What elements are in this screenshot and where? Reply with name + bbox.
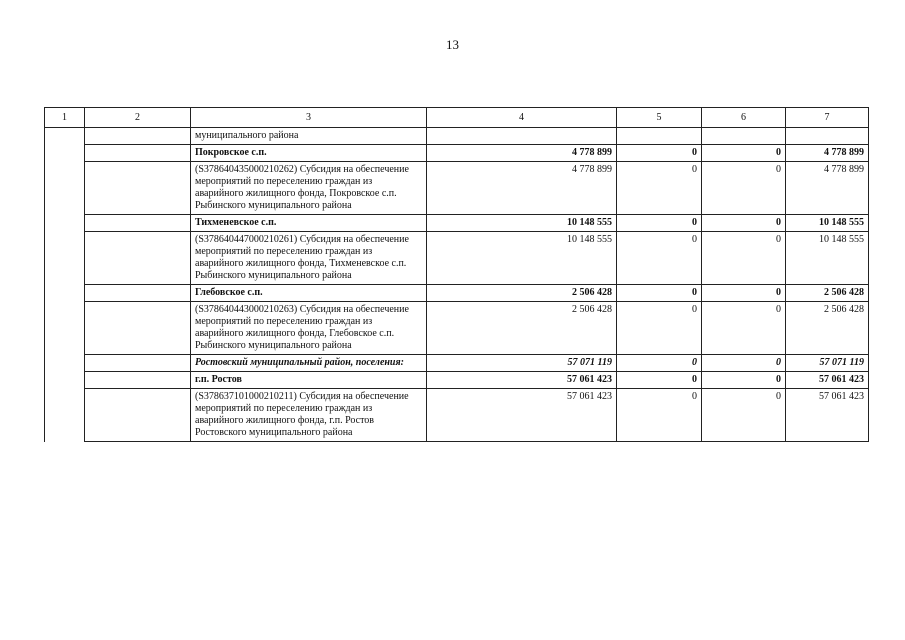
cell-amount: 0	[702, 162, 786, 215]
cell-amount: 0	[702, 215, 786, 232]
table-row	[45, 355, 869, 372]
cell-col2	[85, 128, 191, 145]
cell-amount	[427, 128, 617, 145]
table-row	[45, 232, 869, 285]
cell-col1	[45, 145, 85, 162]
cell-amount: 57 061 423	[786, 372, 869, 389]
cell-amount: 0	[617, 215, 702, 232]
cell-description: Тихменевское с.п.	[191, 215, 427, 232]
cell-col2	[85, 162, 191, 215]
cell-col1	[45, 128, 85, 145]
cell-amount: 10 148 555	[427, 215, 617, 232]
cell-description: г.п. Ростов	[191, 372, 427, 389]
cell-amount	[617, 128, 702, 145]
table-row	[45, 162, 869, 215]
cell-amount: 0	[617, 389, 702, 442]
cell-amount: 0	[702, 389, 786, 442]
cell-col2	[85, 355, 191, 372]
cell-amount: 10 148 555	[786, 232, 869, 285]
cell-amount: 0	[702, 232, 786, 285]
page-number: 13	[446, 37, 459, 52]
cell-amount: 0	[702, 145, 786, 162]
cell-col1	[45, 162, 85, 215]
cell-amount: 2 506 428	[427, 302, 617, 355]
table-row	[45, 145, 869, 162]
cell-amount: 57 071 119	[786, 355, 869, 372]
cell-amount: 0	[702, 302, 786, 355]
cell-col2	[85, 232, 191, 285]
cell-amount: 57 061 423	[786, 389, 869, 442]
cell-amount: 57 071 119	[427, 355, 617, 372]
cell-amount: 0	[617, 162, 702, 215]
cell-amount: 0	[617, 145, 702, 162]
cell-amount: 2 506 428	[786, 302, 869, 355]
cell-col1	[45, 285, 85, 302]
cell-description: Ростовский муниципальный район, поселения:	[191, 355, 427, 372]
column-header: 6	[702, 108, 786, 128]
cell-amount: 0	[702, 372, 786, 389]
cell-amount: 4 778 899	[786, 162, 869, 215]
cell-description: (S378640435000210262) Субсидия на обеспечение мероприятий по переселению граждан из аварийного жилищного фонда, Покровское с.п. Рыбинского муниципального района	[191, 162, 427, 215]
cell-amount: 4 778 899	[427, 162, 617, 215]
cell-description: Глебовское с.п.	[191, 285, 427, 302]
cell-description: (S378640443000210263) Субсидия на обеспечение мероприятий по переселению граждан из аварийного жилищного фонда, Глебовское с.п. Рыбинского муниципального района	[191, 302, 427, 355]
cell-amount: 0	[617, 355, 702, 372]
cell-amount	[786, 128, 869, 145]
column-header: 4	[427, 108, 617, 128]
cell-col1	[45, 215, 85, 232]
cell-col1	[45, 355, 85, 372]
cell-amount: 4 778 899	[786, 145, 869, 162]
cell-amount: 0	[617, 232, 702, 285]
table-row	[45, 128, 869, 145]
column-header: 1	[45, 108, 85, 128]
cell-description: Покровское с.п.	[191, 145, 427, 162]
cell-amount: 10 148 555	[786, 215, 869, 232]
table-row	[45, 389, 869, 442]
cell-amount: 0	[702, 355, 786, 372]
cell-description: муниципального района	[191, 128, 427, 145]
cell-amount: 10 148 555	[427, 232, 617, 285]
table-row	[45, 302, 869, 355]
cell-col2	[85, 285, 191, 302]
table-row	[45, 215, 869, 232]
table-row	[45, 285, 869, 302]
cell-description: (S378637101000210211) Субсидия на обеспечение мероприятий по переселению граждан из аварийного жилищного фонда, г.п. Ростов Ростовского муниципального района	[191, 389, 427, 442]
cell-col2	[85, 145, 191, 162]
cell-description: (S378640447000210261) Субсидия на обеспечение мероприятий по переселению граждан из аварийного жилищного фонда, Тихменевское с.п. Рыбинского муниципального района	[191, 232, 427, 285]
cell-col1	[45, 232, 85, 285]
table-row	[45, 372, 869, 389]
cell-amount: 2 506 428	[786, 285, 869, 302]
cell-amount: 4 778 899	[427, 145, 617, 162]
cell-col2	[85, 302, 191, 355]
cell-col1	[45, 372, 85, 389]
column-header: 3	[191, 108, 427, 128]
cell-col1	[45, 302, 85, 355]
cell-amount: 0	[617, 302, 702, 355]
column-header: 5	[617, 108, 702, 128]
table-header-row	[45, 108, 869, 128]
column-header: 2	[85, 108, 191, 128]
cell-amount: 0	[617, 372, 702, 389]
cell-amount	[702, 128, 786, 145]
cell-amount: 57 061 423	[427, 389, 617, 442]
cell-col1	[45, 389, 85, 442]
column-header: 7	[786, 108, 869, 128]
cell-col2	[85, 372, 191, 389]
cell-amount: 57 061 423	[427, 372, 617, 389]
cell-col2	[85, 215, 191, 232]
cell-amount: 0	[617, 285, 702, 302]
cell-col2	[85, 389, 191, 442]
cell-amount: 0	[702, 285, 786, 302]
budget-table	[44, 107, 869, 442]
cell-amount: 2 506 428	[427, 285, 617, 302]
